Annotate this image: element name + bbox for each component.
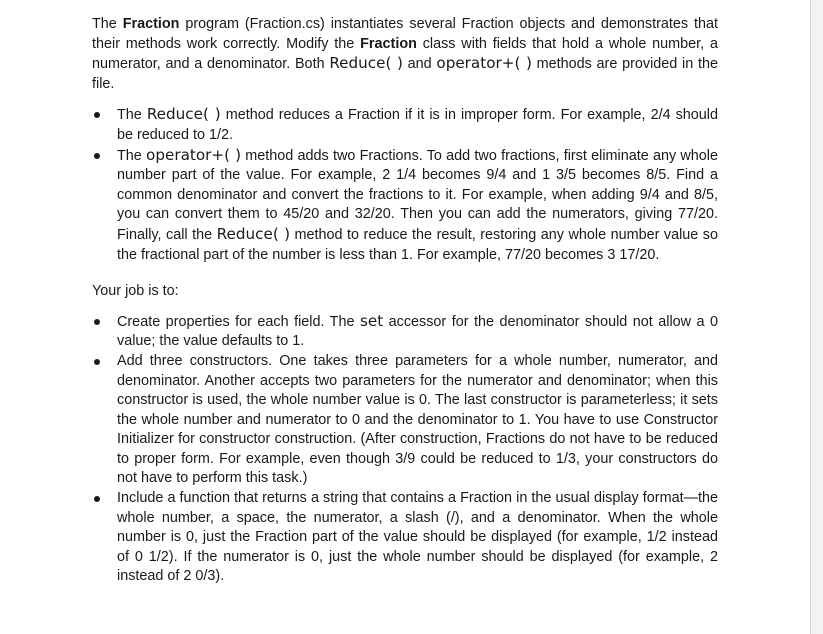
jobs-heading: Your job is to: xyxy=(92,283,179,300)
window-edge xyxy=(810,0,823,634)
list-text: method reduces a Fraction if it is in improper form. For example, 2/4 should be reduced to 1/2. xyxy=(117,107,718,143)
list-text: accessor for the denominator should not allow a 0 value; the value defaults to 1. xyxy=(117,313,719,350)
list-text: Create properties for each field. The xyxy=(117,313,360,330)
method-name: Reduce( ) xyxy=(329,54,403,73)
list-item-operator-plus xyxy=(92,146,718,266)
method-name: Reduce( ) xyxy=(216,224,291,243)
intro-text: The xyxy=(92,16,123,32)
method-name: operator+( ) xyxy=(146,145,242,164)
intro-text: program (Fraction.cs) instantiates several Fraction objects and demonstrates that their methods work correctly. Modify the xyxy=(92,16,719,52)
method-name: operator+( ) xyxy=(436,54,532,73)
list-text: method adds two Fractions. To add two fractions, first eliminate any whole number part of the value. For example, 2 1/4 becomes 9/4 and 1 3/5 becomes 8/5. Find a common denominator and convert the fractions to it. For example, when adding 9/4 and 8/5, you can convert them to 45/20 and 32/20. Then you can add the numerators, giving 77/20. Finally, call the xyxy=(117,147,718,243)
list-item-reduce xyxy=(92,105,718,145)
intro-paragraph xyxy=(92,15,718,94)
list-text: The xyxy=(117,147,147,164)
list-item-properties xyxy=(92,312,718,352)
intro-text: and xyxy=(402,56,437,73)
class-name: Fraction xyxy=(360,35,417,52)
list-text: method to reduce the result, restoring any whole number value so the fractional part of the number is less than 1. For example, 77/20 becomes 3 17/20. xyxy=(117,226,718,263)
list-item-constructors: Add three constructors. One takes three parameters for a whole number, numerator, and denominator. Another accepts two parameters for the numerator and denominator; when this constructor is used, the whole number value is 0. The last constructor is parameterless; it sets the whole number and numerator to 0 and the denominator to 1. You have to use Constructor Initializer for constructor construction. (After construction, Fractions do not have to be reduced to proper form. For example, even though 3/9 could be reduced to 1/3, your constructors do not have to perform this task.) xyxy=(92,352,718,489)
intro-text: methods are provided in the file. xyxy=(92,56,718,92)
method-name: Reduce( ) xyxy=(146,105,221,124)
keyword: set xyxy=(359,311,384,330)
document-body xyxy=(92,15,718,587)
list-item-display: Include a function that returns a string that contains a Fraction in the usual display format—the whole number, a space, the numerator, a slash (/), and a denominator. When the whole number is 0, just the Fraction part of the value should be displayed (for example, 1/2 instead of 0 1/2). If the numerator is 0, just the whole number should be displayed (for example, 2 instead of 2 0/3). xyxy=(92,489,718,587)
list-text: The xyxy=(117,107,147,124)
intro-text: class with fields that hold a whole number, a numerator, and a denominator. Both xyxy=(92,35,718,73)
class-name: Fraction xyxy=(122,16,180,32)
method-list xyxy=(92,105,718,265)
job-list xyxy=(92,312,718,587)
